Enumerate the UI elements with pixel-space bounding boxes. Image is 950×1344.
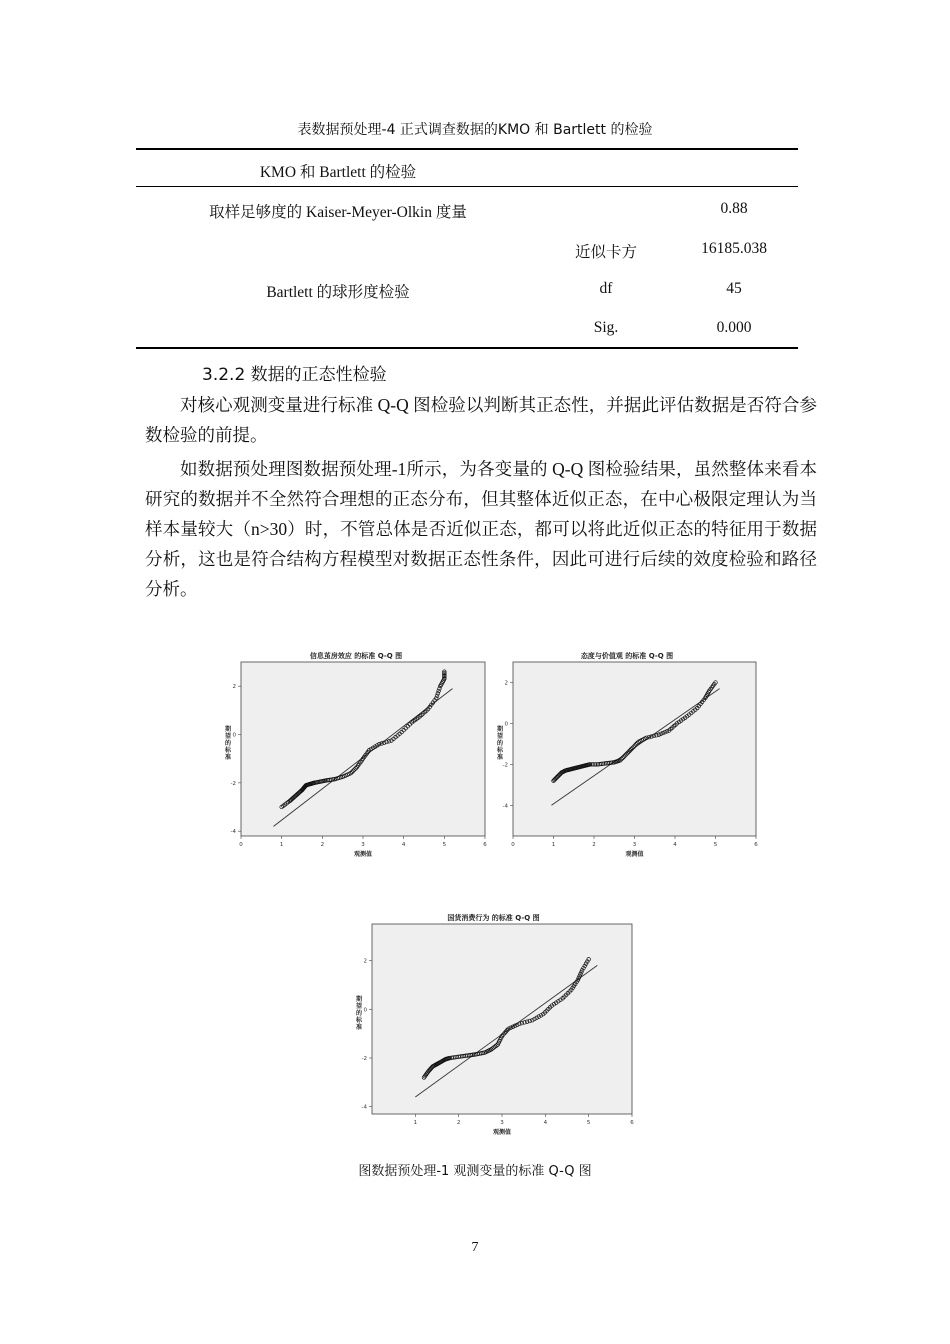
y-axis-label-char: 标 (225, 747, 232, 754)
paragraph-1: 对核心观测变量进行标准 Q-Q 图检验以判断其正态性，并据此评估数据是否符合参数检验的前提。 (145, 395, 817, 445)
chart-title: 信息茧房效应 的标准 Q-Q 图 (309, 652, 403, 660)
y-tick-label: 2 (363, 958, 367, 965)
y-tick-label: 2 (232, 684, 236, 691)
paragraph-2: 如数据预处理图数据预处理-1所示，为各变量的 Q-Q 图检验结果，虽然整体来看本研究的数据并不全然符合理想的正态分布，但其整体近似正态，在中心极限定理认为当样本量较大（n>30）时，不管总体是否近似正态，都可以将此近似正态的特征用于数据分析，这也是符合结构方程模型对数据正态性条件，因此可进行后续的效度检验和路径分析。 (145, 459, 817, 599)
x-tick-label: 5 (713, 842, 718, 848)
plot-area (241, 662, 485, 836)
qq-chart-2 (494, 648, 760, 860)
qq-chart-3 (350, 910, 637, 1138)
sig-value: 0.000 (716, 319, 752, 336)
table-caption: 表数据预处理-4 正式调查数据的KMO 和 Bartlett 的检验 (297, 122, 653, 138)
x-tick-label: 6 (630, 1120, 634, 1126)
section-heading: 3.2.2 数据的正态性检验 (202, 365, 387, 385)
table-header-rule (136, 186, 798, 187)
y-axis-label-char: 的 (355, 1010, 363, 1017)
y-tick-label: -2 (230, 780, 236, 787)
y-axis-label-char: 准 (496, 754, 504, 761)
y-axis-label-char: 标 (355, 1017, 363, 1024)
x-axis-label: 观测值 (492, 1129, 512, 1136)
x-tick-label: 1 (551, 842, 556, 848)
body-text (145, 390, 817, 604)
y-tick-label: 0 (363, 1007, 367, 1014)
y-axis-label-char: 期 (355, 996, 363, 1003)
y-axis-label-char: 期 (496, 726, 504, 733)
y-tick-label: 0 (232, 732, 236, 739)
chart-title: 国货消费行为 的标准 Q-Q 图 (447, 914, 540, 922)
y-axis-label-char: 的 (225, 740, 232, 747)
y-tick-label: -2 (361, 1055, 367, 1062)
y-axis-label-char: 望 (225, 733, 232, 740)
y-axis-label-char: 望 (355, 1003, 363, 1010)
y-axis-label (355, 995, 363, 1031)
chart-title: 态度与价值观 的标准 Q-Q 图 (580, 652, 674, 660)
x-tick-label: 1 (413, 1120, 418, 1126)
page-number: 7 (471, 1240, 479, 1255)
plot-area (513, 662, 756, 836)
sig-label: Sig. (593, 319, 619, 336)
x-tick-label: 6 (754, 842, 758, 848)
y-axis-label-char: 期 (225, 726, 232, 733)
figure-caption: 图数据预处理-1 观测变量的标准 Q-Q 图 (358, 1164, 592, 1179)
y-tick-label: -4 (361, 1104, 367, 1111)
y-axis-label-char: 标 (496, 747, 504, 754)
kmo-value: 0.88 (720, 200, 748, 217)
df-value: 45 (726, 280, 742, 297)
x-tick-label: 3 (632, 842, 637, 848)
y-tick-label: -4 (502, 803, 508, 810)
x-tick-label: 2 (320, 842, 325, 848)
x-tick-label: 1 (279, 842, 284, 848)
plot-area (372, 924, 632, 1114)
x-tick-label: 3 (500, 1120, 504, 1126)
x-tick-label: 5 (442, 842, 447, 848)
df-label: df (599, 280, 613, 297)
qq-chart-1 (225, 648, 487, 860)
table-top-rule (136, 148, 798, 150)
x-tick-label: 2 (456, 1120, 461, 1126)
x-tick-label: 5 (586, 1120, 591, 1126)
table-header: KMO 和 Bartlett 的检验 (259, 164, 417, 181)
y-tick-label: -2 (502, 762, 508, 769)
x-tick-label: 4 (543, 1120, 548, 1126)
x-tick-label: 3 (361, 842, 365, 848)
x-axis-label: 观测值 (353, 851, 373, 858)
y-axis-label (225, 725, 232, 761)
x-axis-label: 观测值 (625, 851, 644, 858)
chi-label: 近似卡方 (574, 244, 638, 261)
y-axis-label (496, 725, 504, 761)
y-tick-label: -4 (230, 829, 236, 836)
y-axis-label-char: 准 (355, 1024, 363, 1031)
x-tick-label: 2 (592, 842, 596, 848)
x-tick-label: 6 (483, 842, 487, 848)
y-tick-label: 2 (504, 680, 508, 687)
y-axis-label-char: 望 (496, 733, 504, 740)
x-tick-label: 0 (511, 842, 515, 848)
table-bottom-rule (136, 347, 798, 349)
y-axis-label-char: 的 (496, 740, 504, 747)
bartlett-label: Bartlett 的球形度检验 (266, 284, 410, 301)
y-tick-label: 0 (504, 721, 508, 728)
x-tick-label: 0 (239, 842, 243, 848)
x-tick-label: 4 (673, 842, 677, 848)
chi-value: 16185.038 (701, 240, 767, 257)
kmo-label: 取样足够度的 Kaiser-Meyer-Olkin 度量 (209, 204, 467, 221)
y-axis-label-char: 准 (225, 754, 232, 761)
x-tick-label: 4 (401, 842, 406, 848)
